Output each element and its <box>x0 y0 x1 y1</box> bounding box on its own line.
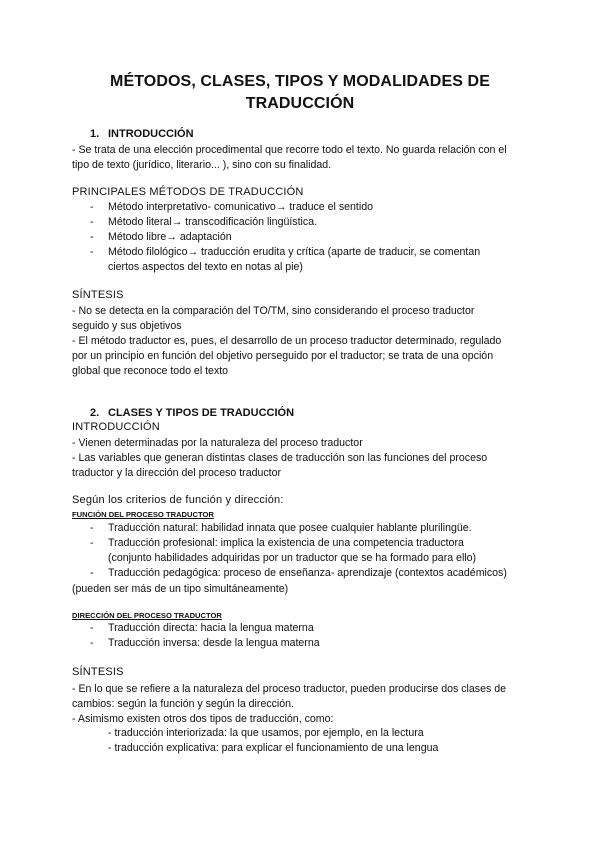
title-line-1: MÉTODOS, CLASES, TIPOS Y MODALIDADES DE <box>110 73 490 90</box>
s2-intro-heading: INTRODUCCIÓN <box>72 421 160 433</box>
bullet-dash: - <box>90 246 94 258</box>
direction-item-direct: Traducción directa: hacia la lengua materna <box>108 622 314 634</box>
s2-intro-line-1: - Vienen determinadas por la naturaleza del proceso traductor <box>72 437 363 449</box>
method-item-literal: Método literal→ transcodificación lingüística. <box>108 216 318 228</box>
methods-heading: PRINCIPALES MÉTODOS DE TRADUCCIÓN <box>72 186 304 198</box>
section-2-number: 2. <box>90 407 100 419</box>
function-item-pedagogical: Traducción pedagógica: proceso de enseñanza- aprendizaje (contextos académicos) <box>108 567 507 579</box>
s2-synthesis-line-2: cambios: según la función y según la dirección. <box>72 698 295 710</box>
function-heading: FUNCIÓN DEL PROCESO TRADUCTOR <box>72 510 214 519</box>
s1-synthesis-heading: SÍNTESIS <box>72 289 124 301</box>
section-1-title: INTRODUCCIÓN <box>108 128 194 140</box>
direction-heading: DIRECCIÓN DEL PROCESO TRADUCTOR <box>72 611 222 620</box>
bullet-dash: - <box>90 231 94 243</box>
s2-synthesis-line-3: - Asimismo existen otros dos tipos de traducción, como: <box>72 713 334 725</box>
s2-synthesis-sub-1: - traducción interiorizada: la que usamos, por ejemplo, en la lectura <box>108 727 424 739</box>
s1-synthesis-line-5: global que reconoce todo el texto <box>72 365 229 377</box>
section-2-title: CLASES Y TIPOS DE TRADUCCIÓN <box>108 407 295 419</box>
bullet-dash: - <box>90 622 94 634</box>
bullet-dash: - <box>90 537 94 549</box>
method-item-philological-cont: ciertos aspectos del texto en notas al pie) <box>108 261 303 273</box>
method-item-philological: Método filológico→ traducción erudita y crítica (aparte de traducir, se comentan <box>108 246 481 258</box>
direction-item-inverse: Traducción inversa: desde la lengua materna <box>108 637 320 649</box>
function-item-professional-cont: (conjunto habilidades adquiridas por un traductor que se ha formado para ello) <box>108 552 477 564</box>
s1-intro-line-1: - Se trata de una elección procedimental que recorre todo el texto. No guarda relación con el <box>72 144 507 156</box>
section-1-heading <box>90 128 194 140</box>
section-2-heading <box>90 407 294 419</box>
s2-intro-line-2: - Las variables que generan distintas clases de traducción son las funciones del proceso <box>72 452 488 464</box>
bullet-dash: - <box>90 216 94 228</box>
bullet-dash: - <box>90 637 94 649</box>
s1-synthesis-line-2: seguido y sus objetivos <box>72 320 182 332</box>
s2-synthesis-sub-2: - traducción explicativa: para explicar el funcionamiento de una lengua <box>108 742 439 754</box>
title-line-2: TRADUCCIÓN <box>245 95 355 112</box>
method-item-free: Método libre→ adaptación <box>108 231 232 243</box>
section-1-number: 1. <box>90 128 100 140</box>
function-item-professional: Traducción profesional: implica la existencia de una competencia traductora <box>108 537 464 549</box>
bullet-dash: - <box>90 201 94 213</box>
bullet-dash: - <box>90 567 94 579</box>
s2-synthesis-heading: SÍNTESIS <box>72 666 124 678</box>
function-item-natural: Traducción natural: habilidad innata que posee cualquier hablante plurilingüe. <box>108 522 472 534</box>
document-title <box>40 71 560 115</box>
s2-synthesis-line-1: - En lo que se refiere a la naturaleza del proceso traductor, pueden producirse dos clases de <box>72 683 507 695</box>
function-note: (pueden ser más de un tipo simultáneamente) <box>72 583 289 595</box>
criteria-line: Según los criterios de función y dirección: <box>72 494 284 506</box>
bullet-dash: - <box>90 522 94 534</box>
s1-intro-line-2: tipo de texto (jurídico, literario... ), sino con su finalidad. <box>72 159 332 171</box>
s2-intro-line-3: traductor y la dirección del proceso traductor <box>72 467 282 479</box>
s1-synthesis-line-3: - El método traductor es, pues, el desarrollo de un proceso traductor determinado, regulado <box>72 335 502 347</box>
method-item-interpretive: Método interpretativo- comunicativo→ traduce el sentido <box>108 201 373 213</box>
s1-synthesis-line-1: - No se detecta en la comparación del TO/TM, sino considerando el proceso traductor <box>72 305 475 317</box>
s1-synthesis-line-4: por un principio en función del objetivo perseguido por el traductor; se trata de una opción <box>72 350 494 362</box>
